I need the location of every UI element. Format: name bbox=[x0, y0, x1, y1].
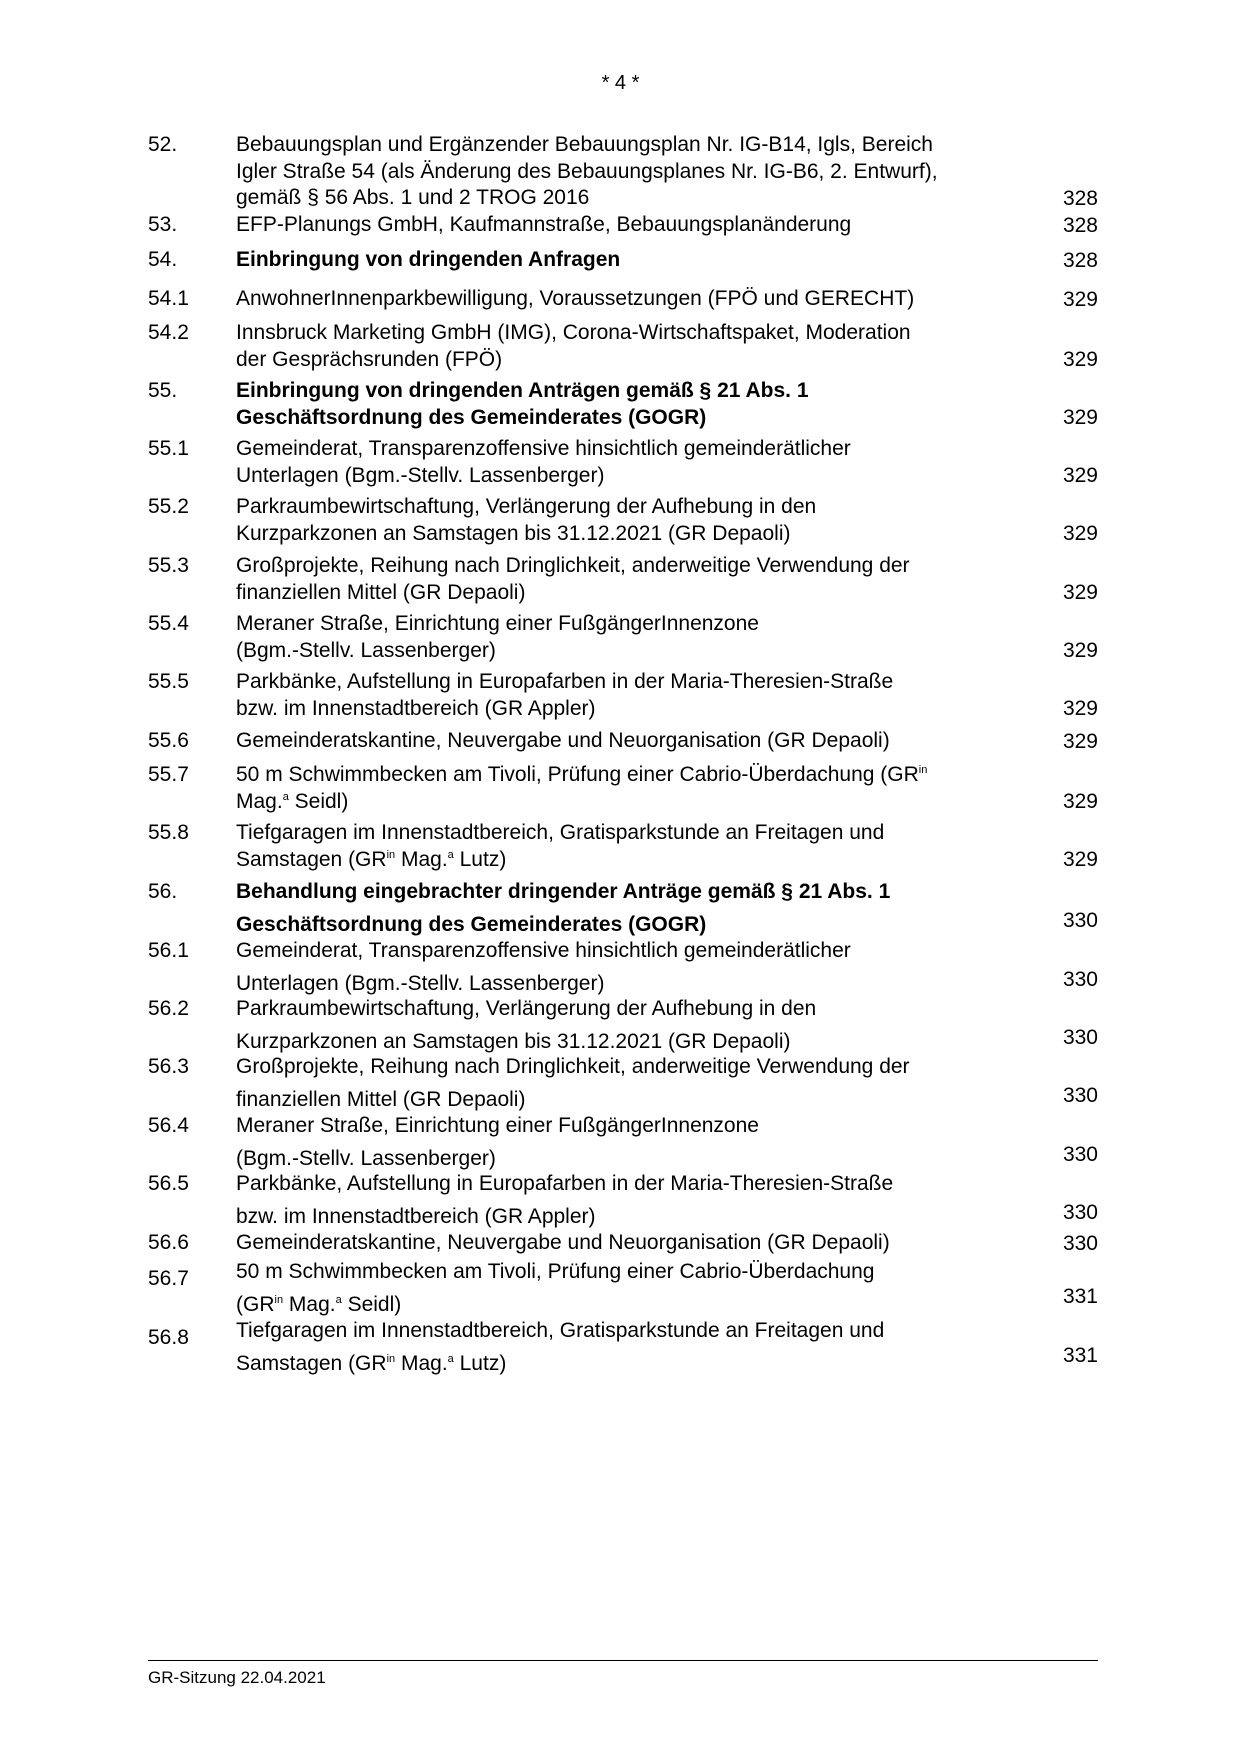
entry-page: 328 bbox=[1062, 186, 1098, 210]
toc-entry-heading bbox=[148, 247, 1098, 274]
entry-number: 56.6 bbox=[148, 1231, 189, 1254]
entry-number: 56.7 bbox=[148, 1267, 189, 1290]
entry-page: 329 bbox=[1062, 696, 1098, 720]
entry-number: 56.4 bbox=[148, 1114, 189, 1137]
entry-number: 56.5 bbox=[148, 1172, 189, 1195]
toc-entry-heading bbox=[148, 378, 1098, 431]
entry-title: Bebauungsplan und Ergänzender Bebauungsplan Nr. IG-B14, Igls, Bereich Igler Straße 54 (als Änderung des Bebauungsplanes Nr. IG-B6, 2. Entwurf), gemäß § 56 Abs. 1 und 2 TROG 2016 bbox=[236, 133, 938, 209]
entry-number: 54.2 bbox=[148, 321, 189, 344]
entry-title: Parkbänke, Aufstellung in Europafarben in der Maria-Theresien-Straße bzw. im Innenstadtbereich (GR Appler) bbox=[236, 1172, 894, 1228]
entry-page: 331 bbox=[1062, 1285, 1098, 1308]
entry-page: 330 bbox=[1062, 1026, 1098, 1049]
entry-page: 328 bbox=[1062, 213, 1098, 237]
entry-page: 329 bbox=[1062, 729, 1098, 753]
entry-number: 55.2 bbox=[148, 495, 189, 518]
toc-entry bbox=[148, 1050, 1098, 1116]
entry-page: 330 bbox=[1062, 909, 1098, 932]
toc-entry bbox=[148, 320, 1098, 373]
toc-entry bbox=[148, 132, 1098, 212]
entry-number: 52. bbox=[148, 133, 178, 156]
entry-page: 330 bbox=[1062, 1084, 1098, 1107]
toc-entry bbox=[148, 212, 1098, 239]
entry-number: 55.1 bbox=[148, 437, 189, 460]
entry-title: Gemeinderat, Transparenzoffensive hinsichtlich gemeinderätlicher Unterlagen (Bgm.-Stellv. Lassenberger) bbox=[236, 939, 851, 995]
entry-page: 330 bbox=[1062, 968, 1098, 991]
entry-page: 329 bbox=[1062, 638, 1098, 662]
entry-number: 56.8 bbox=[148, 1326, 189, 1349]
entry-title: AnwohnerInnenparkbewilligung, Voraussetzungen (FPÖ und GERECHT) bbox=[236, 287, 915, 310]
toc-entry bbox=[148, 992, 1098, 1058]
entry-number: 55.3 bbox=[148, 554, 189, 577]
entry-page: 329 bbox=[1062, 789, 1098, 813]
entry-page: 330 bbox=[1062, 1201, 1098, 1224]
entry-title: Gemeinderatskantine, Neuvergabe und Neuorganisation (GR Depaoli) bbox=[236, 1231, 890, 1254]
entry-number: 55. bbox=[148, 379, 178, 402]
page-number: * 4 * bbox=[601, 72, 640, 94]
toc-entry bbox=[148, 762, 1098, 815]
toc-entry bbox=[148, 669, 1098, 722]
entry-number: 54. bbox=[148, 248, 178, 271]
entry-page: 329 bbox=[1062, 580, 1098, 604]
entry-page: 329 bbox=[1062, 463, 1098, 487]
toc-entry bbox=[148, 1255, 1098, 1321]
entry-number: 56.3 bbox=[148, 1055, 189, 1078]
entry-page: 329 bbox=[1062, 287, 1098, 311]
entry-title: Gemeinderatskantine, Neuvergabe und Neuorganisation (GR Depaoli) bbox=[236, 729, 890, 752]
entry-number: 56. bbox=[148, 880, 178, 903]
entry-page: 329 bbox=[1062, 521, 1098, 545]
entry-title: Parkraumbewirtschaftung, Verlängerung der Aufhebung in den Kurzparkzonen an Samstagen bis 31.12.2021 (GR Depaoli) bbox=[236, 997, 817, 1053]
entry-page: 331 bbox=[1062, 1344, 1098, 1367]
footer-divider bbox=[148, 1660, 1098, 1661]
toc-entry bbox=[148, 494, 1098, 547]
entry-number: 54.1 bbox=[148, 287, 189, 310]
entry-title: 50 m Schwimmbecken am Tivoli, Prüfung einer Cabrio-Überdachung ($GR^{in}$ Mag.$^a$ Seidl) bbox=[236, 763, 928, 813]
entry-title: Tiefgaragen im Innenstadtbereich, Gratisparkstunde an Freitagen und Samstagen ($GR^{in}$ Mag.$^a$ Lutz) bbox=[236, 1319, 885, 1375]
entry-title: Großprojekte, Reihung nach Dringlichkeit, anderweitige Verwendung der finanziellen Mittel (GR Depaoli) bbox=[236, 1055, 910, 1111]
toc-entry bbox=[148, 1314, 1098, 1380]
entry-title: 50 m Schwimmbecken am Tivoli, Prüfung einer Cabrio-Überdachung ($GR^{in}$ Mag.$^a$ Seidl) bbox=[236, 1260, 875, 1316]
toc-entry-heading bbox=[148, 875, 1098, 941]
entry-page: 328 bbox=[1062, 248, 1098, 272]
footer-text: GR-Sitzung 22.04.2021 bbox=[148, 1668, 326, 1687]
entry-title: Großprojekte, Reihung nach Dringlichkeit, anderweitige Verwendung der finanziellen Mittel (GR Depaoli) bbox=[236, 554, 910, 604]
entry-title: Tiefgaragen im Innenstadtbereich, Gratisparkstunde an Freitagen und Samstagen ($GR^{in}$ Mag.$^a$ Lutz) bbox=[236, 821, 885, 871]
toc-entry bbox=[148, 611, 1098, 664]
entry-page: 329 bbox=[1062, 847, 1098, 871]
entry-title: Meraner Straße, Einrichtung einer FußgängerInnenzone (Bgm.-Stellv. Lassenberger) bbox=[236, 1114, 759, 1170]
entry-title: Behandlung eingebrachter dringender Anträge gemäß § 21 Abs. 1 Geschäftsordnung des Gemeinderates (GOGR) bbox=[236, 880, 891, 936]
toc-entry bbox=[148, 1167, 1098, 1233]
entry-page: 329 bbox=[1062, 347, 1098, 371]
toc-entry bbox=[148, 1109, 1098, 1175]
entry-number: 53. bbox=[148, 213, 178, 236]
entry-number: 56.2 bbox=[148, 997, 189, 1020]
toc-entry bbox=[148, 728, 1098, 755]
toc-entry bbox=[148, 286, 1098, 313]
entry-number: 55.7 bbox=[148, 763, 189, 786]
entry-title: Einbringung von dringenden Anträgen gemäß § 21 Abs. 1 Geschäftsordnung des Gemeinderates (GOGR) bbox=[236, 379, 809, 429]
toc-entry bbox=[148, 934, 1098, 1000]
entry-title: Gemeinderat, Transparenzoffensive hinsichtlich gemeinderätlicher Unterlagen (Bgm.-Stellv. Lassenberger) bbox=[236, 437, 851, 487]
entry-page: 330 bbox=[1062, 1231, 1098, 1255]
entry-number: 55.6 bbox=[148, 729, 189, 752]
toc-entry bbox=[148, 1230, 1098, 1257]
entry-title: Innsbruck Marketing GmbH (IMG), Corona-Wirtschaftspaket, Moderation der Gesprächsrunden (FPÖ) bbox=[236, 321, 911, 371]
toc-entry bbox=[148, 820, 1098, 873]
entry-title: Parkraumbewirtschaftung, Verlängerung der Aufhebung in den Kurzparkzonen an Samstagen bis 31.12.2021 (GR Depaoli) bbox=[236, 495, 817, 545]
entry-number: 56.1 bbox=[148, 939, 189, 962]
entry-number: 55.8 bbox=[148, 821, 189, 844]
entry-number: 55.5 bbox=[148, 670, 189, 693]
entry-title: Parkbänke, Aufstellung in Europafarben in der Maria-Theresien-Straße bzw. im Innenstadtbereich (GR Appler) bbox=[236, 670, 894, 720]
entry-number: 55.4 bbox=[148, 612, 189, 635]
entry-page: 329 bbox=[1062, 405, 1098, 429]
entry-title: Einbringung von dringenden Anfragen bbox=[236, 248, 621, 271]
entry-title: Meraner Straße, Einrichtung einer FußgängerInnenzone (Bgm.-Stellv. Lassenberger) bbox=[236, 612, 759, 662]
toc-entry bbox=[148, 436, 1098, 489]
entry-title: EFP-Planungs GmbH, Kaufmannstraße, Bebauungsplanänderung bbox=[236, 213, 852, 236]
entry-page: 330 bbox=[1062, 1143, 1098, 1166]
toc-entry bbox=[148, 553, 1098, 606]
